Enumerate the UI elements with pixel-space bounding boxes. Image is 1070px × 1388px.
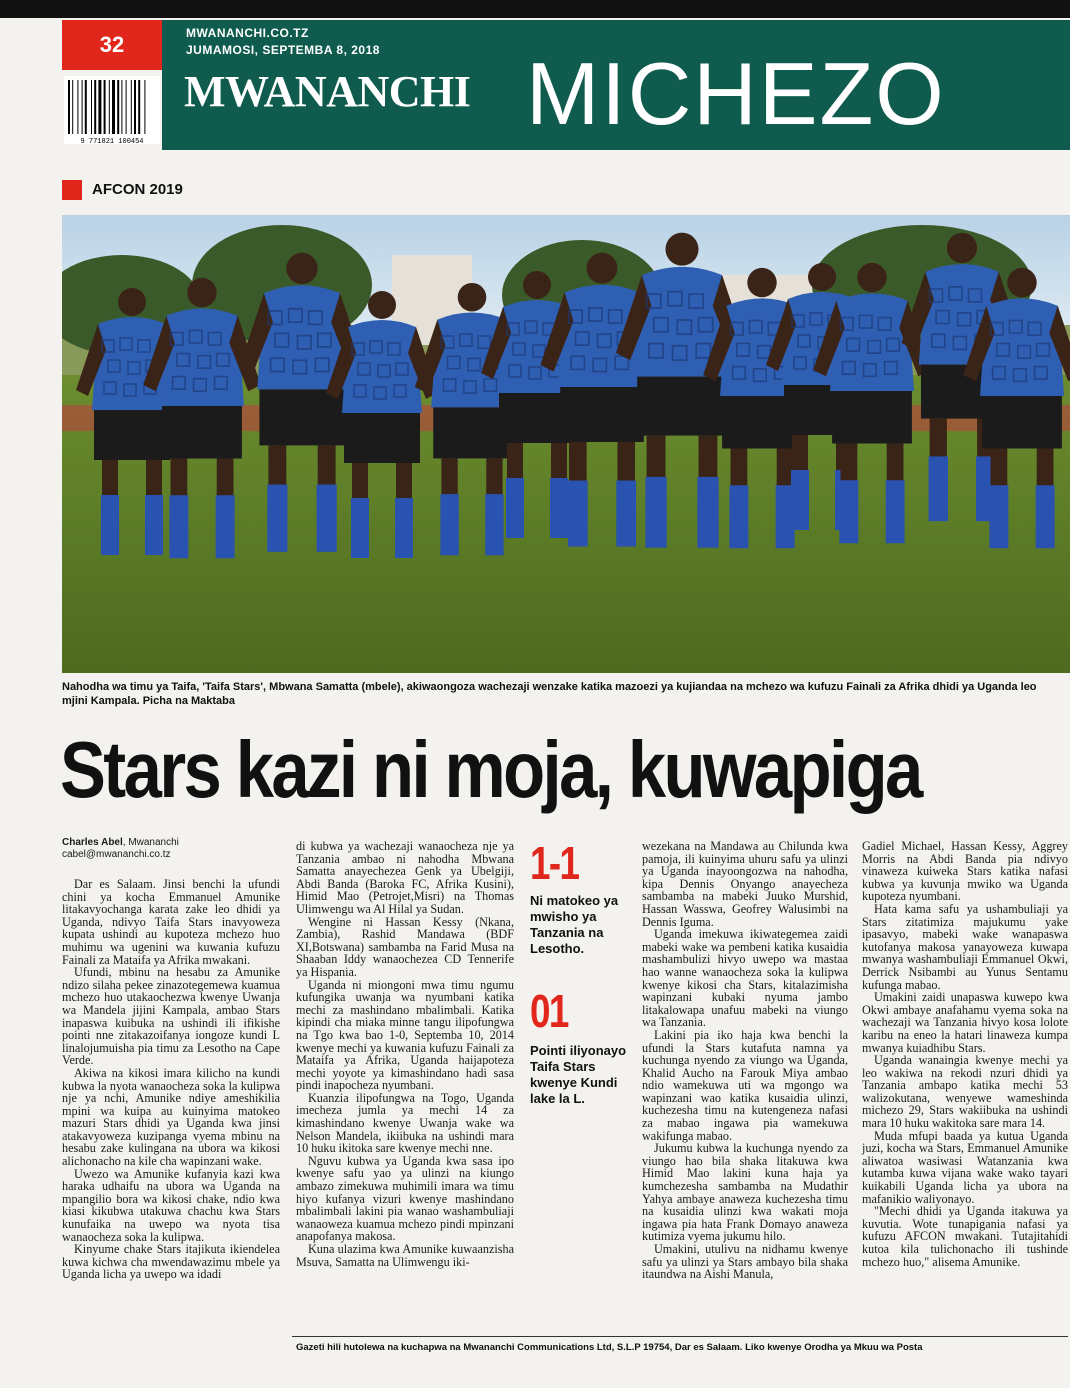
- team-training-photo: [62, 215, 1070, 673]
- paragraph: Akiwa na kikosi imara kilicho na kundi kubwa la nyota wanaocheza soka la kulipwa nje ya nchi, Amunike ndiye ameshikilia mpini wa kuipa au kuinyima matokeo mazuri Stars dhidi ya Uganda kwa jinsi atakavyoweza kuzipanga vyema mbinu na hesabu zake kulingana na ubora wa kikosi alichonacho na kile cha wapinzani wake.: [62, 1065, 280, 1169]
- paragraph: Gadiel Michael, Hassan Kessy, Aggrey Morris na Abdi Banda pia ndivyo vinaweza kuiweka Stars katika nafasi kubwa ya kuvunja mwiko wa Uganda kupoteza nyumbani.: [862, 839, 1068, 904]
- paragraph: Kuanzia ilipofungwa na Togo, Uganda imecheza jumla ya mechi 14 za kimashindano kwenye Uwanja wake wa Nelson Mandela, ikiibuka na ushindi mara 10 huku ikitoka sare kwenye mechi nne.: [296, 1090, 514, 1156]
- paragraph: Lakini pia iko haja kwa benchi la ufundi la Stars kutafuta namna ya kuchunga nyendo za viungo wa Uganda, Khalid Aucho na Farouk Miya ambao ndio wamekuwa uti wa mgongo wa wapinzani wao katika kusaidia ulinzi, kuchezesha timu na kutengeneza nafasi za mabao ingawa pia wamekuwa wakifunga mabao.: [642, 1027, 848, 1143]
- paragraph: Uwezo wa Amunike kufanyia kazi kwa haraka udhaifu na ubora wa Uganda na mpangilio bora wa kikosi chake, ndio kwa kiasi kikubwa utakuwa chachu kwa Stars kunufaika na uwepo wa nyota tisa wanaocheza soka la kulipwa.: [62, 1166, 280, 1244]
- stat-text-score: Ni matokeo ya mwisho ya Tanzania na Lesotho.: [530, 893, 619, 956]
- paragraph: Ufundi, mbinu na hesabu za Amunike ndizo silaha pekee zinazotegemewa kuamua mchezo huo utakaochezwa kwenye Uwanja wa Mandela jijini Kampala, ambao Stars inapaswa kuibuka na ushindi ili ifikishe pointi nne zitakazoifanya iongoze kundi L linalojumuisha pia timu za Lesotho na Cape Verde.: [62, 965, 280, 1068]
- paragraph: Wengine ni Hassan Kessy (Nkana, Zambia), Rashid Mandawa (BDF XI,Botswana) sambamba na Farid Musa na Shaaban Iddy wanaochezea CD Tennerife ya Hispania.: [296, 914, 514, 979]
- article-column-4: [862, 840, 1068, 1268]
- stat-value-points: 01: [530, 985, 568, 1037]
- paragraph: Kinyume chake Stars itajikuta ikiendelea kuwa kichwa cha mwendawazimu mbele ya Uganda licha ya uwepo wa idadi: [62, 1242, 280, 1282]
- paragraph: Uganda ni miongoni mwa timu ngumu kufungika uwanja wa nyumbani katika mechi za mashindano mbalimbali. Katika kipindi cha miaka minne tangu ilipofungwa na Tgo kwa bao 1-0, Septemba 10, 2014 kwenye mechi ya kuwania kufuzu Fainali za Mataifa ya Afrika, Uganda haijapoteza mechi yoyote ya kimashindano hadi sasa pindi inapocheza nyumbani.: [296, 977, 514, 1093]
- headline: Stars kazi ni moja, kuwapiga: [60, 725, 921, 814]
- paragraph: Uganda imekuwa ikiwategemea zaidi mabeki wake wa pembeni katika kusaidia mashambulizi hivyo uwepo wa mastaa hao wanne wanaocheza soka la kulipwa kwenye kikosi cha Stars, kitalazimisha wapinzani kubaki nyuma jambo litakalowapa unafuu mabeki na viungo wa Tanzania.: [642, 927, 848, 1030]
- paragraph: "Mechi dhidi ya Uganda itakuwa ya kuvutia. Wote tunapigania nafasi ya kufuzu AFCON mwakani. Tutajitahidi kutoa kila tulichonacho ili tushinde mchezo huo," alisema Amunike.: [862, 1204, 1068, 1269]
- photo-caption: Nahodha wa timu ya Taifa, 'Taifa Stars', Mbwana Samatta (mbele), akiwaongoza wachezaji wenzake katika mazoezi ya kujiandaa na mchezo wa kufuzu Fainali za Afrika dhidi ya Uganda leo mjini Kampala. Picha na Maktaba: [62, 681, 1037, 707]
- tag-marker: [62, 180, 82, 200]
- paragraph: Hata kama safu ya ushambuliaji ya Stars zitatimiza majukumu yake ipasavyo, mabeki wake wanapaswa kutofanya makosa yanayoweza kuwapa mwanya washambuliaji Emmanuel Okwi, Derrick Nsibambi au Yunus Sentamu kufunga mabao.: [862, 901, 1068, 992]
- paragraph: Nguvu kubwa ya Uganda kwa sasa ipo kwenye safu yao ya ulinzi na kiungo ambazo zimekuwa muhimili imara wa timu hiyo kufanya vizuri kwenye mashindano mbalimbali lakini pia wanao washambuliaji wanaoweza kuamua mchezo pindi mpinzani anapofanya makosa.: [296, 1153, 514, 1244]
- section-tag: AFCON 2019: [92, 181, 183, 198]
- footer-divider: [292, 1336, 1068, 1337]
- article-column-3: [642, 840, 848, 1281]
- paragraph: di kubwa ya wachezaji wanaocheza nje ya Tanzania ambao ni nahodha Mbwana Samatta anayechezea Genk ya Ubelgiji, Abdi Banda (Baroka FC, Afrika Kusini), Himid Mao (Petrojet,Misri) na Thomas Ulimwengu wa Al Hilal ya Sudan.: [296, 839, 514, 916]
- author-email[interactable]: cabel@mwananchi.co.tz: [62, 849, 171, 860]
- article-column-1: [62, 878, 280, 1281]
- paragraph: Muda mfupi baada ya kutua Uganda juzi, kocha wa Stars, Emmanuel Amunike aliwatoa wasiwasi Watanzania kwa kutamba kuwa vijana wake wako tayari kuikabili Uganda licha ya ubora na mafanikio waliyonayo.: [862, 1128, 1068, 1206]
- page-number: 32: [62, 20, 162, 70]
- top-black-bar: [0, 0, 1070, 18]
- author-name: Charles Abel: [62, 837, 123, 848]
- paragraph: Jukumu kubwa la kuchunga nyendo za viungo hao bila shaka litakuwa kwa Himid Mao lakini kuna haja ya kumchezesha sambamba na Mudathir Yahya ambaye anaweza kuchezesha timu na kusaidia ulinzi kwa wakati moja ingawa pia hata Frank Domayo anaweza kutimiza vyema jukumu hilo.: [642, 1141, 848, 1244]
- author-outlet: , Mwananchi: [122, 837, 179, 848]
- paragraph: Kuna ulazima kwa Amunike kuwaanzisha Msuva, Samatta na Ulimwengu iki-: [296, 1242, 514, 1269]
- section-title: MICHEZO: [526, 44, 946, 143]
- barcode-number: 9 771821 100454: [80, 138, 144, 146]
- publisher-footer: Gazeti hili hutolewa na kuchapwa na Mwananchi Communications Ltd, S.L.P 19754, Dar es Salaam. Liko kwenye Orodha ya Mkuu wa Posta: [296, 1342, 923, 1353]
- paragraph: Umakini, utulivu na nidhamu kwenye safu ya ulinzi ya Stars ambayo bila shaka itaundwa na Aishi Manula,: [642, 1242, 848, 1282]
- newspaper-logo: MWANANCHI: [184, 67, 471, 116]
- site-url[interactable]: MWANANCHI.CO.TZ: [186, 26, 309, 40]
- paragraph: Umakini zaidi unapaswa kuwepo kwa Okwi ambaye anafahamu vyema soka na wachezaji wa Tanzania hivyo kosa lolote karibu na eneo la hatari linaweza kumpa mwanya kuiadhibu Stars.: [862, 990, 1068, 1055]
- barcode-icon: [64, 76, 160, 144]
- paragraph: wezekana na Mandawa au Chilunda kwa pamoja, ili kuinyima uhuru safu ya ulinzi ya Uganda inayoongozwa na nahodha, kipa Dennis Onyango anayecheza sambamba na mabeki Juuko Murshid, Hassan Wasswa, Geofrey Walusimbi na Dennis Iguma.: [642, 839, 848, 929]
- stat-value-score: 1-1: [530, 837, 579, 889]
- issue-date: JUMAMOSI, SEPTEMBA 8, 2018: [186, 43, 380, 57]
- article-column-2: [296, 840, 514, 1268]
- paragraph: Dar es Salaam. Jinsi benchi la ufundi chini ya kocha Emmanuel Amunike litakavyochanga karata zake leo dhidi ya Uganda, ndivyo Taifa Stars inavyoweza kupata ushindi au kupoteza mchezo huo muhimu wa ugenini wa kuwania kufuzu Fainali za Mataifa ya Afrika mwakani.: [62, 877, 280, 967]
- byline: [62, 837, 179, 861]
- paragraph: Uganda wanaingia kwenye mechi ya leo wakiwa na rekodi nzuri dhidi ya Tanzania ambapo katika mechi 53 walizokutana, wenyewe wameshinda michezo 29, Stars wakiibuka na ushindi mara 10 huku wakitoka sare mara 14.: [862, 1053, 1068, 1131]
- stat-text-points: Pointi iliyonayo Taifa Stars kwenye Kundi lake la L.: [530, 1043, 627, 1106]
